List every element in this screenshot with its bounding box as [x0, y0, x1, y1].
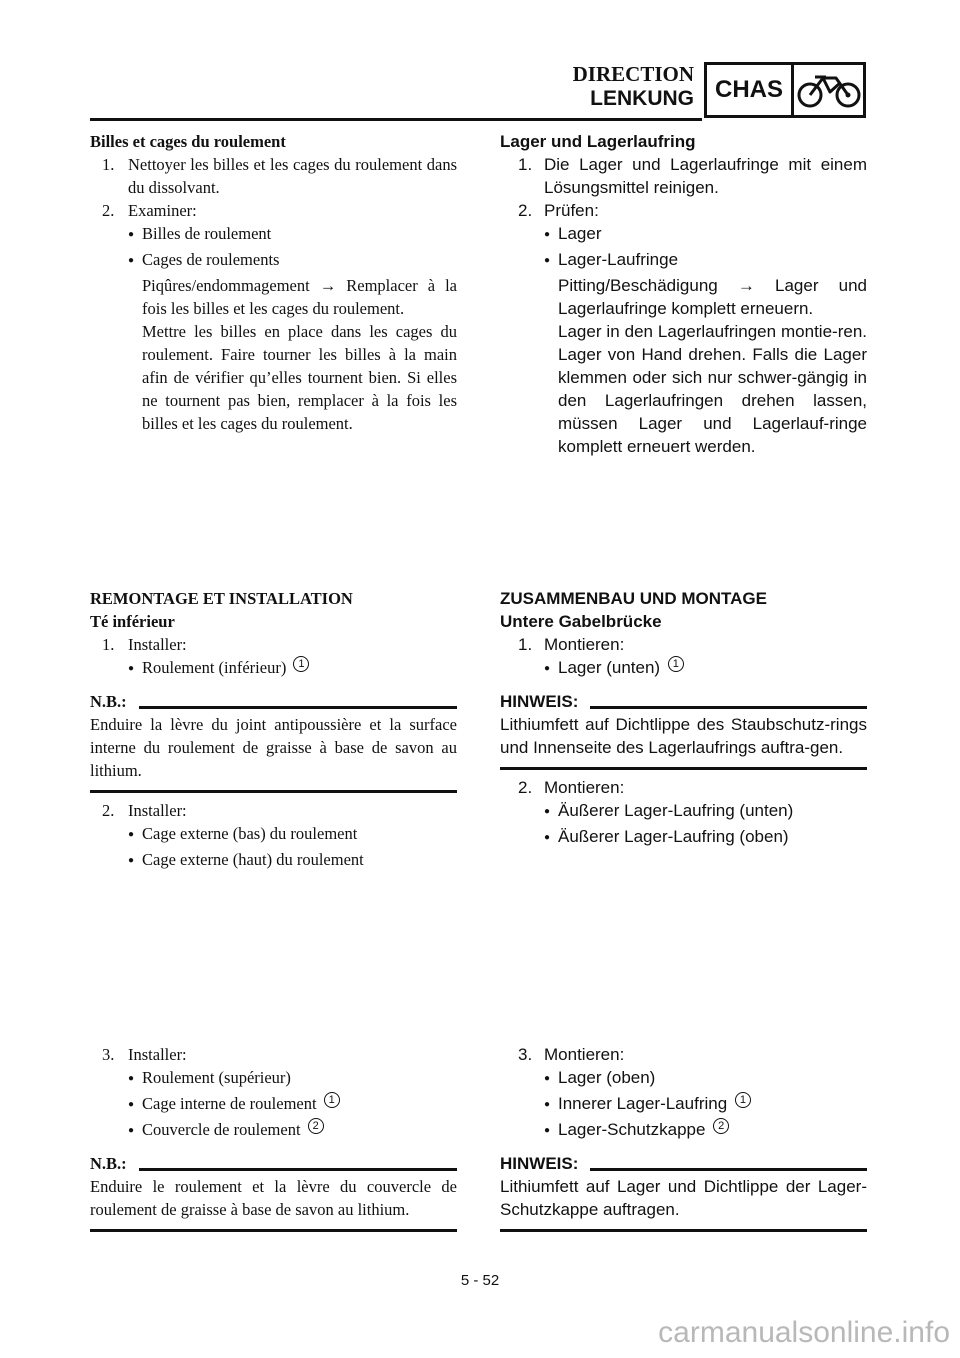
note-text: Enduire le roulement et la lèvre du couvercle de roulement de graisse à base de savon au lithium.: [90, 1177, 457, 1219]
callout-2: 2: [713, 1118, 729, 1134]
bullet-icon: [544, 1092, 558, 1118]
fr-section-install: [90, 1043, 457, 1232]
step-1: [90, 153, 457, 199]
bullet-item: ● Lager-Laufringe: [544, 248, 867, 274]
step-2: [90, 199, 457, 222]
fr-section-bearings: [90, 130, 457, 435]
bullet-icon: [544, 1066, 558, 1092]
header-title-de: LENKUNG: [590, 87, 694, 110]
bullet-icon: [544, 825, 558, 851]
page-number: 5 - 52: [460, 1272, 500, 1289]
bullet-icon: [128, 1066, 142, 1092]
note-rule: [90, 790, 457, 793]
step-1: 1. Die Lager und Lagerlaufringe mit einem Lösungsmittel reinigen.: [518, 155, 867, 197]
note-rule: [500, 1229, 867, 1232]
note-header: N.B.:: [90, 1152, 457, 1175]
bullet-item: ● Cage externe (bas) du roulement: [128, 822, 457, 848]
callout-1: 1: [668, 656, 684, 672]
header-rule: [90, 118, 702, 121]
note-rule: [500, 767, 867, 770]
de-section-bearings: [500, 130, 867, 458]
bullet-item: ● Lager (unten) 1: [544, 656, 867, 682]
footer-watermark: carmanualsonline.info: [658, 1316, 950, 1349]
bullet-item: ● Äußerer Lager-Laufring (oben): [544, 825, 867, 851]
step-2: 2. Montieren:: [518, 778, 625, 797]
bullet-item: ● Cages de roulements: [128, 248, 457, 274]
callout-1: 1: [735, 1092, 751, 1108]
step-1: 1. Montieren:: [518, 635, 625, 654]
section-heading: Billes et cages du roulement: [90, 132, 286, 151]
bullet-icon: [544, 1118, 558, 1144]
header-title-fr: DIRECTION: [572, 62, 694, 86]
inspection-result: Pitting/Beschädigung → Lager und Lagerlaufringe komplett erneuern.: [558, 276, 867, 318]
bullet-icon: [128, 848, 142, 874]
note-rule: [90, 1229, 457, 1232]
bullet-icon: [128, 656, 142, 682]
note-paragraph: Mettre les billes en place dans les cages du roulement. Faire tourner les billes à la main afin de vérifier qu’elles tournent bien. Si elles ne tournent pas bien, remplacer à la fois les billes et les cages du roulement.: [142, 322, 457, 433]
subsection-heading: Untere Gabelbrücke: [500, 612, 662, 631]
step-3: 3. Montieren:: [518, 1045, 625, 1064]
de-section-install: [500, 1043, 867, 1232]
bullet-item: ● Äußerer Lager-Laufring (unten): [544, 799, 867, 825]
step-text: Examiner:: [128, 201, 197, 220]
inspection-result: Piqûres/endommagement → Remplacer à la fois les billes et les cages du roulement.: [142, 276, 457, 318]
section-heading: Lager und Lagerlaufring: [500, 132, 696, 151]
bullet-item: ● Cage interne de roulement 1: [128, 1092, 457, 1118]
bullet-item: ● Couvercle de roulement 2: [128, 1118, 457, 1144]
note-text: Lithiumfett auf Lager und Dichtlippe der Lager-Schutzkappe auftragen.: [500, 1177, 867, 1219]
callout-2: 2: [308, 1118, 324, 1134]
step-2: 2. Prüfen:: [518, 201, 599, 220]
section-heading: REMONTAGE ET INSTALLATION: [90, 589, 353, 608]
step-2: 2. Installer:: [102, 801, 187, 820]
bullet-icon: [128, 248, 142, 274]
section-heading: ZUSAMMENBAU UND MONTAGE: [500, 589, 767, 608]
step-number: 2.: [102, 201, 115, 220]
step-1: 1. Installer:: [102, 635, 187, 654]
bullet-item: ● Roulement (supérieur): [128, 1066, 457, 1092]
note-text: Lithiumfett auf Dichtlippe des Staubschutz-rings und Innenseite des Lagerlaufrings auftra-gen.: [500, 715, 867, 757]
bullet-item: ● Billes de roulement: [128, 222, 457, 248]
note-text: Enduire la lèvre du joint antipoussière et la surface interne du roulement de graisse à base de savon au lithium.: [90, 715, 457, 780]
step-3: 3. Installer:: [102, 1045, 187, 1064]
bullet-icon: [128, 822, 142, 848]
callout-1: 1: [324, 1092, 340, 1108]
step-number: 1.: [102, 155, 115, 174]
step-text: Nettoyer les billes et les cages du roulement dans du dissolvant.: [128, 155, 457, 197]
note-header: N.B.:: [90, 690, 457, 713]
fr-section-assembly: [90, 587, 457, 874]
callout-1: 1: [293, 656, 309, 672]
note-paragraph: Lager in den Lagerlaufringen montie-ren. Lager von Hand drehen. Falls die Lager klemmen oder sich nur schwer-gängig in den Lagerlaufringen drehen lassen, müssen Lager und Lagerlauf-ringe komplett erneuert werden.: [558, 322, 867, 456]
bullet-icon: [128, 1092, 142, 1118]
bullet-icon: [544, 248, 558, 274]
bullet-icon: [128, 222, 142, 248]
bullet-icon: [128, 1118, 142, 1144]
bullet-item: ● Lager (oben): [544, 1066, 867, 1092]
bullet-icon: [544, 222, 558, 248]
bullet-icon: [544, 799, 558, 825]
chas-badge: [704, 62, 866, 118]
subsection-heading: Té inférieur: [90, 612, 175, 631]
chas-label: CHAS: [707, 65, 794, 115]
de-section-assembly: [500, 587, 867, 851]
bullet-item: ● Lager: [544, 222, 867, 248]
bullet-item: ● Roulement (inférieur) 1: [128, 656, 457, 682]
motorcycle-icon: [794, 65, 863, 115]
bullet-item: ● Lager-Schutzkappe 2: [544, 1118, 867, 1144]
note-header: HINWEIS:: [500, 1152, 867, 1175]
bullet-item: ● Innerer Lager-Laufring 1: [544, 1092, 867, 1118]
note-header: HINWEIS:: [500, 690, 867, 713]
bullet-item: ● Cage externe (haut) du roulement: [128, 848, 457, 874]
bullet-icon: [544, 656, 558, 682]
